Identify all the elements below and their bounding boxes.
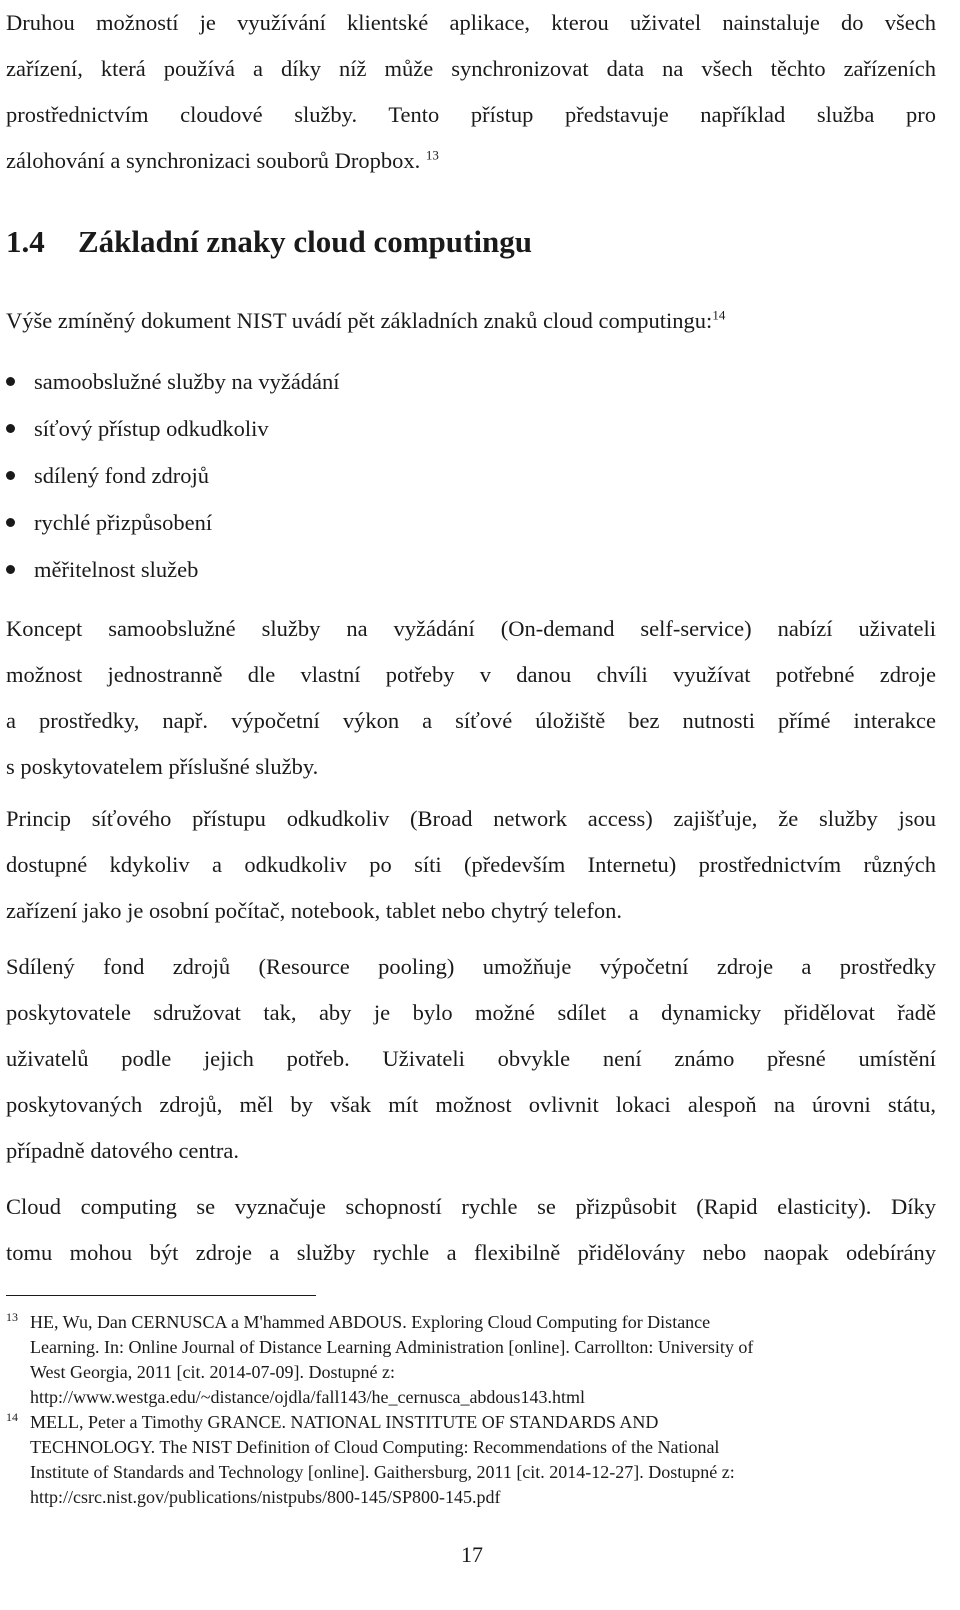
text-line: a prostředky, např. výpočetní výkon a síťové úložiště bez nutnosti přímé interakce: [6, 708, 936, 733]
text-line: případně datového centra.: [6, 1138, 240, 1163]
text-line: Princip síťového přístupu odkudkoliv (Broad network access) zajišťuje, že služby jsou: [6, 806, 936, 831]
section-number: 1.4: [6, 224, 45, 259]
list-item: [6, 499, 340, 546]
text-line: možnost jednostranně dle vlastní potřeby v danou chvíli využívat potřebné zdroje: [6, 662, 936, 687]
text-line: Cloud computing se vyznačuje schopností rychle se přizpůsobit (Rapid elasticity). Díky: [6, 1194, 936, 1219]
text-line: zařízení jako je osobní počítač, notebook, tablet nebo chytrý telefon.: [6, 898, 623, 923]
text-line: [6, 138, 936, 184]
list-item: [6, 358, 340, 405]
list-item-text: sdílený fond zdrojů: [34, 463, 209, 488]
footnote-line: MELL, Peter a Timothy GRANCE. NATIONAL INSTITUTE OF STANDARDS AND: [30, 1412, 659, 1432]
list-item-text: samoobslužné služby na vyžádání: [34, 369, 340, 394]
text-line: s poskytovatelem příslušné služby.: [6, 754, 319, 779]
list-item-text: rychlé přizpůsobení: [34, 510, 213, 535]
text-line: prostřednictvím cloudové služby. Tento přístup představuje například služba pro: [6, 102, 936, 127]
bullet-icon: [6, 565, 15, 574]
lead-text: Výše zmíněný dokument NIST uvádí pět základních znaků cloud computingu:: [6, 308, 713, 333]
text-line: Sdílený fond zdrojů (Resource pooling) umožňuje výpočetní zdroje a prostředky: [6, 954, 936, 979]
footnote-ref[interactable]: 14: [712, 307, 726, 323]
list-item: [6, 452, 340, 499]
bullet-icon: [6, 377, 15, 386]
text-line-content: zálohování a synchronizaci souborů Dropbox.: [6, 148, 421, 173]
bullet-icon: [6, 424, 15, 433]
text-line: dostupné kdykoliv a odkudkoliv po síti (především Internetu) prostřednictvím různých: [6, 852, 936, 877]
page-number: 17: [461, 1542, 483, 1567]
lead-paragraph: [6, 298, 936, 344]
paragraph-on-demand: [6, 606, 936, 790]
footnote-ref[interactable]: 13: [425, 147, 439, 163]
list-item: [6, 546, 340, 593]
text-line: poskytovatele sdružovat tak, aby je bylo možné sdílet a dynamicky přidělovat řadě: [6, 1000, 936, 1025]
footnote-number: 14: [6, 1410, 18, 1424]
text-line: [6, 298, 936, 344]
footnote-line: West Georgia, 2011 [cit. 2014-07-09]. Dostupné z:: [30, 1362, 395, 1382]
list-item-text: síťový přístup odkudkoliv: [34, 416, 269, 441]
bullet-icon: [6, 518, 15, 527]
text-line: zařízení, která používá a díky níž může synchronizovat data na všech těchto zařízeních: [6, 56, 936, 81]
paragraph-resource-pooling: [6, 944, 936, 1174]
intro-paragraph: [6, 0, 936, 184]
text-line: tomu mohou být zdroje a služby rychle a flexibilně přidělovány nebo naopak odebírány: [6, 1240, 936, 1265]
footnote-line: Learning. In: Online Journal of Distance Learning Administration [online]. Carrollton: University of: [30, 1337, 754, 1357]
footnote-line: Institute of Standards and Technology [online]. Gaithersburg, 2011 [cit. 2014-12-27]. Dostupné z:: [30, 1462, 735, 1482]
list-item: [6, 405, 340, 452]
paragraph-rapid-elasticity: [6, 1184, 936, 1276]
footnote-13: [6, 1310, 936, 1410]
footnote-link[interactable]: http://csrc.nist.gov/publications/nistpubs/800-145/SP800-145.pdf: [30, 1487, 501, 1507]
list-item-text: měřitelnost služeb: [34, 557, 199, 582]
footnote-line: HE, Wu, Dan CERNUSCA a M'hammed ABDOUS. Exploring Cloud Computing for Distance: [30, 1312, 711, 1332]
paragraph-network-access: [6, 796, 936, 934]
section-heading: [6, 224, 532, 260]
characteristics-list: [6, 358, 340, 593]
bullet-icon: [6, 471, 15, 480]
text-line: poskytovaných zdrojů, měl by však mít možnost ovlivnit lokaci alespoň na úrovni státu,: [6, 1092, 936, 1117]
footnote-line: TECHNOLOGY. The NIST Definition of Cloud Computing: Recommendations of the National: [30, 1437, 720, 1457]
text-line: Koncept samoobslužné služby na vyžádání (On-demand self-service) nabízí uživateli: [6, 616, 936, 641]
footnotes: [6, 1310, 936, 1510]
section-title: Základní znaky cloud computingu: [78, 224, 532, 259]
text-line: Druhou možností je využívání klientské aplikace, kterou uživatel nainstaluje do všech: [6, 10, 936, 35]
footnote-number: 13: [6, 1310, 18, 1324]
footnote-14: [6, 1410, 936, 1510]
footnote-link[interactable]: http://www.westga.edu/~distance/ojdla/fall143/he_cernusca_abdous143.html: [30, 1387, 585, 1407]
footnote-separator: [6, 1295, 316, 1296]
text-line: uživatelů podle jejich potřeb. Uživateli obvykle není známo přesné umístění: [6, 1046, 936, 1071]
